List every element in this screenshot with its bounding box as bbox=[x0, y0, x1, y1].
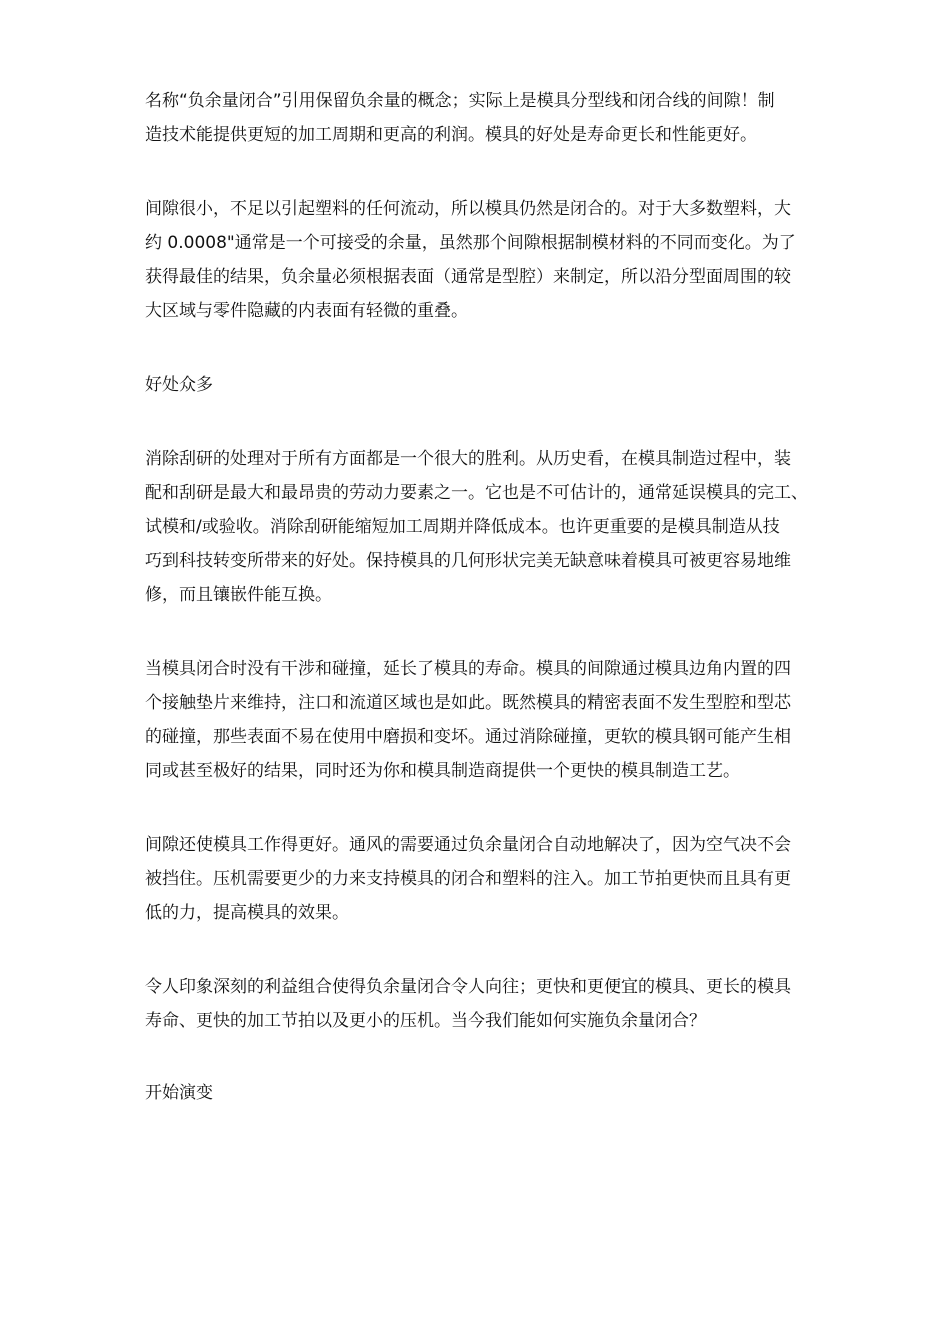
text-line: 同或甚至极好的结果，同时还为你和模具制造商提供一个更快的模具制造工艺。 bbox=[145, 761, 740, 781]
section-heading-benefits bbox=[145, 368, 880, 402]
paragraph-clearance-detail bbox=[145, 192, 880, 328]
heading-text: 开始演变 bbox=[145, 1083, 213, 1103]
section-heading-evolution bbox=[145, 1076, 880, 1110]
text-line: 被挡住。压机需要更少的力来支持模具的闭合和塑料的注入。加工节拍更快而且具有更 bbox=[145, 869, 791, 889]
text-line: 消除刮研的处理对于所有方面都是一个很大的胜利。从历史看，在模具制造过程中，装 bbox=[145, 449, 791, 469]
text-line: 配和刮研是最大和最昂贵的劳动力要素之一。它也是不可估计的，通常延误模具的完工、 bbox=[145, 483, 808, 503]
paragraph-spacer bbox=[145, 402, 880, 442]
text-line: 个接触垫片来维持，注口和流道区域也是如此。既然模具的精密表面不发生型腔和型芯 bbox=[145, 693, 791, 713]
paragraph-negative-clearance-intro bbox=[145, 84, 880, 152]
text-line: 的碰撞，那些表面不易在使用中磨损和变坏。通过消除碰撞，更软的模具钢可能产生相 bbox=[145, 727, 791, 747]
text-line: 试模和/或验收。消除刮研能缩短加工周期并降低成本。也许更重要的是模具制造从技 bbox=[145, 517, 780, 537]
heading-text: 好处众多 bbox=[145, 375, 213, 395]
text-line: 令人印象深刻的利益组合使得负余量闭合令人向往；更快和更便宜的模具、更长的模具 bbox=[145, 977, 791, 997]
paragraph-spacer bbox=[145, 612, 880, 652]
paragraph-eliminate-scraping bbox=[145, 442, 880, 612]
text-line: 修，而且镶嵌件能互换。 bbox=[145, 585, 332, 605]
text-line: 约 0.0008"通常是一个可接受的余量，虽然那个间隙根据制模材料的不同而变化。为了 bbox=[145, 233, 796, 253]
text-line: 巧到科技转变所带来的好处。保持模具的几何形状完美无缺意味着模具可被更容易地维 bbox=[145, 551, 791, 571]
text-line: 当模具闭合时没有干涉和碰撞，延长了模具的寿命。模具的间隙通过模具边角内置的四 bbox=[145, 659, 791, 679]
text-line: 名称“负余量闭合”引用保留负余量的概念；实际上是模具分型线和闭合线的间隙！制 bbox=[145, 91, 775, 111]
paragraph-spacer bbox=[145, 930, 880, 970]
text-line: 寿命、更快的加工节拍以及更小的压机。当今我们能如何实施负余量闭合？ bbox=[145, 1011, 706, 1031]
paragraph-spacer bbox=[145, 152, 880, 192]
text-line: 获得最佳的结果，负余量必须根据表面（通常是型腔）来制定，所以沿分型面周围的较 bbox=[145, 267, 791, 287]
paragraph-venting bbox=[145, 828, 880, 930]
text-line: 造技术能提供更短的加工周期和更高的利润。模具的好处是寿命更长和性能更好。 bbox=[145, 125, 757, 145]
paragraph-spacer bbox=[145, 1038, 880, 1076]
text-line: 间隙很小，不足以引起塑料的任何流动，所以模具仍然是闭合的。对于大多数塑料，大 bbox=[145, 199, 791, 219]
paragraph-mold-life bbox=[145, 652, 880, 788]
paragraph-spacer bbox=[145, 788, 880, 828]
text-line: 间隙还使模具工作得更好。通风的需要通过负余量闭合自动地解决了，因为空气决不会 bbox=[145, 835, 791, 855]
text-line: 大区域与零件隐藏的内表面有轻微的重叠。 bbox=[145, 301, 468, 321]
paragraph-benefit-summary bbox=[145, 970, 880, 1038]
document-page bbox=[145, 84, 880, 1110]
paragraph-spacer bbox=[145, 328, 880, 368]
text-line: 低的力，提高模具的效果。 bbox=[145, 903, 349, 923]
